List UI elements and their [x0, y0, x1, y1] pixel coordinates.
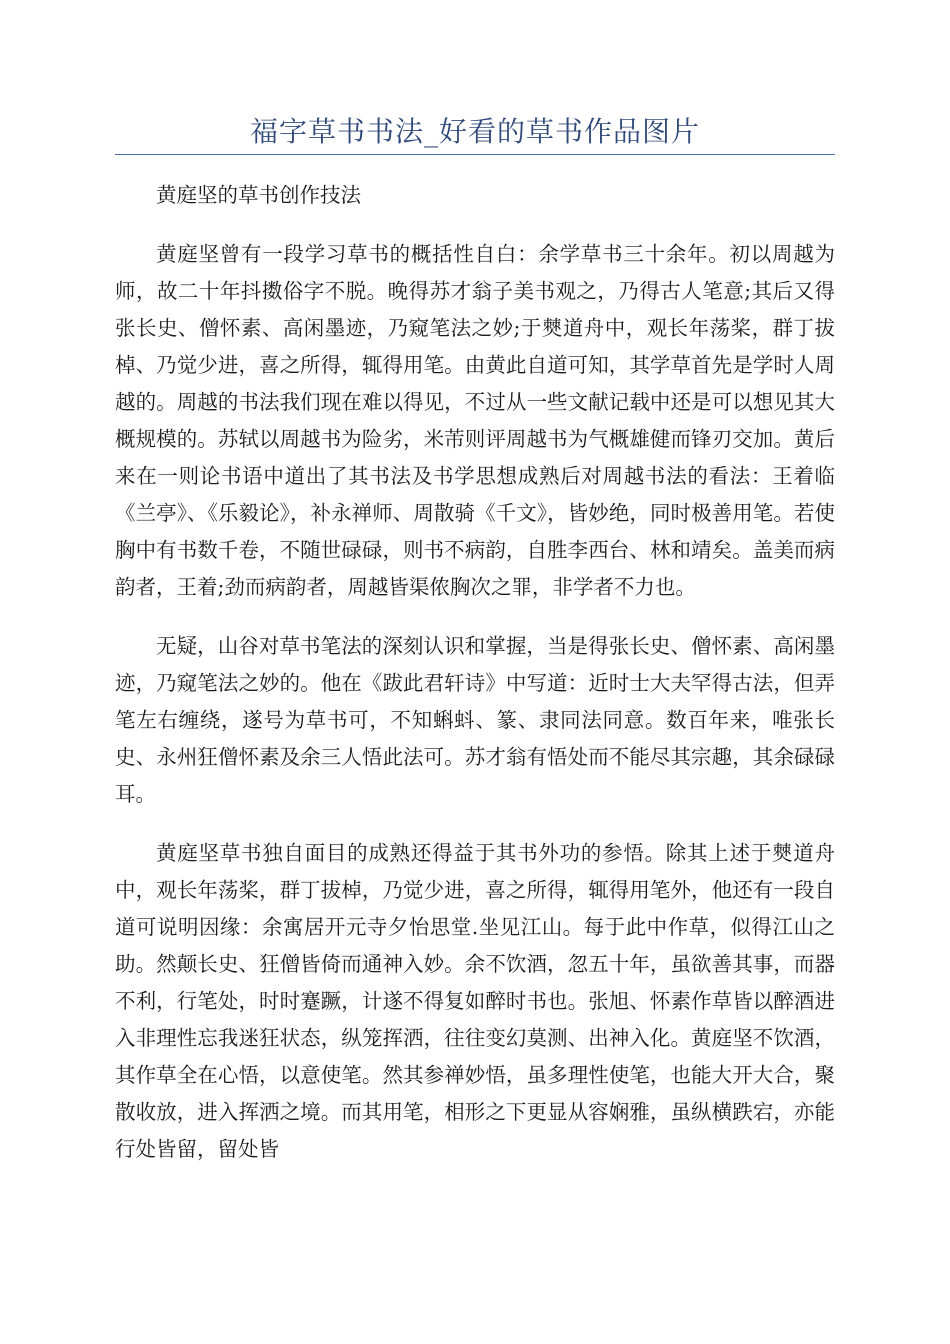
section-heading: 黄庭坚的草书创作技法: [156, 183, 361, 207]
paragraph: 黄庭坚曾有一段学习草书的概括性自白：余学草书三十余年。初以周越为师，故二十年抖擞俗字不脱。晚得苏才翁子美书观之，乃得古人笔意;其后又得张长史、僧怀素、高闲墨迹，乃窥笔法之妙;于僰道舟中，观长年荡桨，群丁拔棹、乃觉少进，喜之所得，辄得用笔。由黄此自道可知，其学草首先是学时人周越的。周越的书法我们现在难以得见，不过从一些文献记载中还是可以想见其大概规模的。苏轼以周越书为险劣，米芾则评周越书为气概雄健而锋刃交加。黄后来在一则论书语中道出了其书法及书学思想成熟后对周越书法的看法：王着临《兰亭》、《乐毅论》，补永禅师、周散骑《千文》，皆妙绝，同时极善用笔。若使胸中有书数千卷，不随世碌碌，则书不病韵，自胜李西台、林和靖矣。盖美而病韵者，王着;劲而病韵者，周越皆渠侬胸次之罪，非学者不力也。: [115, 242, 835, 599]
document-body: [115, 174, 835, 1190]
title-underline: [115, 154, 835, 155]
page-title: 福字草书书法_好看的草书作品图片: [249, 115, 700, 148]
paragraph: 黄庭坚草书独自面目的成熟还得益于其书外功的参悟。除其上述于僰道舟中，观长年荡桨，群丁拔棹，乃觉少进，喜之所得，辄得用笔外，他还有一段自道可说明因缘：余寓居开元寺夕怡思堂.坐见江山。每于此中作草，似得江山之助。然颠长史、狂僧皆倚而通神入妙。余不饮酒，忽五十年，虽欲善其事，而器不利，行笔处，时时蹇蹶，计遂不得复如醉时书也。张旭、怀素作草皆以醉酒进入非理性忘我迷狂状态，纵笼挥洒，往往变幻莫测、出神入化。黄庭坚不饮酒，其作草全在心悟，以意使笔。然其参禅妙悟，虽多理性使笔，也能大开大合，聚散收放，进入挥洒之境。而其用笔，相形之下更显从容娴雅，虽纵横跌宕，亦能行处皆留，留处皆: [115, 841, 835, 1161]
paragraph: 无疑，山谷对草书笔法的深刻认识和掌握，当是得张长史、僧怀素、高闲墨迹，乃窥笔法之妙的。他在《跋此君轩诗》中写道：近时士大夫罕得古法，但弄笔左右缠绕，遂号为草书可，不知蝌蚪、篆、隶同法同意。数百年来，唯张长史、永州狂僧怀素及余三人悟此法可。苏才翁有悟处而不能尽其宗趣，其余碌碌耳。: [115, 634, 835, 806]
